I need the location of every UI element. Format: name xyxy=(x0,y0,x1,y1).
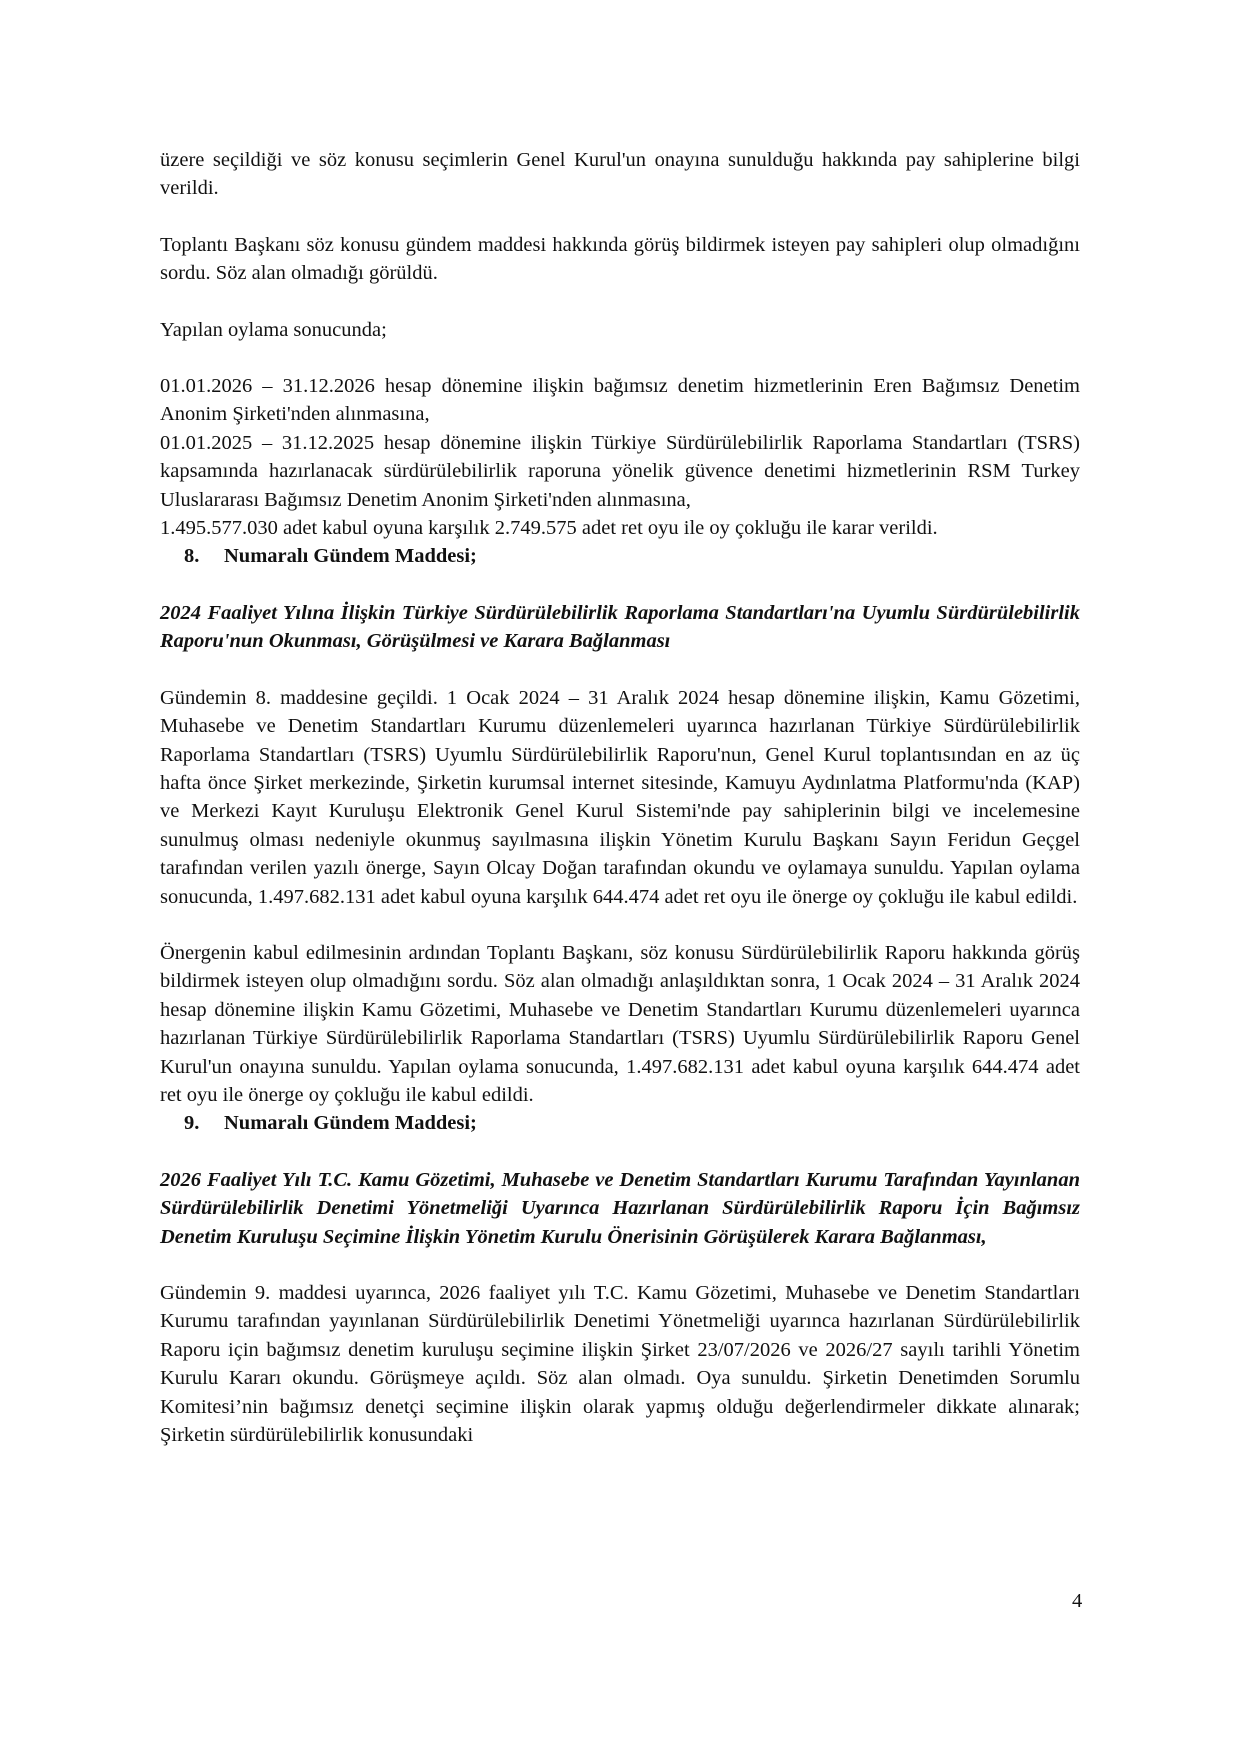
agenda-item-8-number: 8. xyxy=(184,545,200,568)
page-number: 4 xyxy=(1072,1590,1083,1612)
paragraph-chair-question: Toplantı Başkanı söz konusu gündem maddesi hakkında görüş bildirmek isteyen pay sahipleri olup olmadığını sordu. Söz alan olmadığı görüldü. xyxy=(160,233,1080,285)
agenda-item-8-paragraph-1: Gündemin 8. maddesine geçildi. 1 Ocak 2024 – 31 Aralık 2024 hesap dönemine ilişkin, Kamu Gözetimi, Muhasebe ve Denetim Standartları Kurumu düzenlemeleri uyarınca hazırlanan Türkiye Sürdürülebilirlik Raporlama Standartları (TSRS) Uyumlu Sürdürülebilirlik Raporu'nun, Genel Kurul toplantısından en az üç hafta önce Şirket merkezinde, Şirketin kurumsal internet sitesinde, Kamuyu Aydınlatma Platformu'nda (KAP) ve Merkezi Kayıt Kuruluşu Elektronik Genel Kurul Sistemi'nde pay sahiplerinin bilgi ve incelemesine sunulmuş olması nedeniyle okunmuş sayılmasına ilişkin Yönetim Kurulu Başkanı Sayın Feridun Geçgel tarafından verilen yazılı önerge, Sayın Olcay Doğan tarafından okundu ve oylamaya sunuldu. Yapılan oylama sonucunda, 1.497.682.131 adet kabul oyuna karşılık 644.474 adet ret oyu ile önerge oy çokluğu ile kabul edildi. xyxy=(160,686,1080,908)
document-page xyxy=(160,146,1080,1449)
agenda-item-9-paragraph-1: Gündemin 9. maddesi uyarınca, 2026 faaliyet yılı T.C. Kamu Gözetimi, Muhasebe ve Denetim Standartları Kurumu tarafından yayınlanan Sürdürülebilirlik Denetimi Yönetmeliği uyarınca hazırlanan Sürdürülebilirlik Raporu için bağımsız denetim kuruluşu seçimine ilişkin Şirket 23/07/2026 ve 2026/27 sayılı tarihli Yönetim Kurulu Kararı okundu. Görüşmeye açıldı. Söz alan olmadı. Oya sunuldu. Şirketin Denetimden Sorumlu Komitesi’nin bağımsız denetçi seçimine ilişkin olarak yapmış olduğu değerlendirmeler dikkate alınarak; Şirketin sürdürülebilirlik konusundaki xyxy=(160,1282,1080,1447)
vote-line-tsrs-2025: 01.01.2025 – 31.12.2025 hesap dönemine ilişkin Türkiye Sürdürülebilirlik Raporlama Standartları (TSRS) kapsamında hazırlanacak sürdürülebilirlik raporuna yönelik güvence denetimi hizmetlerinin RSM Turkey Uluslararası Bağımsız Denetim Anonim Şirketi'nden alınmasına, xyxy=(160,431,1080,511)
vote-result-block xyxy=(160,372,1080,542)
agenda-item-8-heading xyxy=(160,542,1080,570)
agenda-item-9-heading xyxy=(160,1109,1080,1137)
vote-line-audit-2026: 01.01.2026 – 31.12.2026 hesap dönemine ilişkin bağımsız denetim hizmetlerinin Eren Bağımsız Denetim Anonim Şirketi'nden alınmasına, xyxy=(160,375,1080,426)
agenda-item-9-title: Numaralı Gündem Maddesi; xyxy=(224,1112,477,1135)
agenda-item-9-number: 9. xyxy=(184,1112,200,1135)
agenda-item-8-title: Numaralı Gündem Maddesi; xyxy=(224,545,477,568)
agenda-item-9-subtitle: 2026 Faaliyet Yılı T.C. Kamu Gözetimi, Muhasebe ve Denetim Standartları Kurumu Tarafından Yayınlanan Sürdürülebilirlik Denetimi Yönetmeliği Uyarınca Hazırlanan Sürdürülebilirlik Raporu İçin Bağımsız Denetim Kuruluşu Seçimine İlişkin Yönetim Kurulu Önerisinin Görüşülerek Karara Bağlanması, xyxy=(160,1168,1080,1248)
agenda-item-8-subtitle: 2024 Faaliyet Yılına İlişkin Türkiye Sürdürülebilirlik Raporlama Standartları'na Uyumlu Sürdürülebilirlik Raporu'nun Okunması, Görüşülmesi ve Karara Bağlanması xyxy=(160,601,1080,653)
vote-line-result: 1.495.577.030 adet kabul oyuna karşılık 2.749.575 adet ret oyu ile oy çokluğu ile karar verildi. xyxy=(160,517,938,540)
agenda-item-8-paragraph-2: Önergenin kabul edilmesinin ardından Toplantı Başkanı, söz konusu Sürdürülebilirlik Raporu hakkında görüş bildirmek isteyen olup olmadığını sordu. Söz alan olmadığı anlaşıldıktan sonra, 1 Ocak 2024 – 31 Aralık 2024 hesap dönemine ilişkin Kamu Gözetimi, Muhasebe ve Denetim Standartları Kurumu düzenlemeleri uyarınca hazırlanan Türkiye Sürdürülebilirlik Raporlama Standartları (TSRS) Uyumlu Sürdürülebilirlik Raporu Genel Kurul'un onayına sunuldu. Yapılan oylama sonucunda, 1.497.682.131 adet kabul oyuna karşılık 644.474 adet ret oyu ile önerge oy çokluğu ile kabul edildi. xyxy=(160,941,1080,1106)
paragraph-election-info: üzere seçildiği ve söz konusu seçimlerin Genel Kurul'un onayına sunulduğu hakkında pay sahiplerine bilgi verildi. xyxy=(160,149,1080,200)
paragraph-vote-intro: Yapılan oylama sonucunda; xyxy=(160,318,387,341)
